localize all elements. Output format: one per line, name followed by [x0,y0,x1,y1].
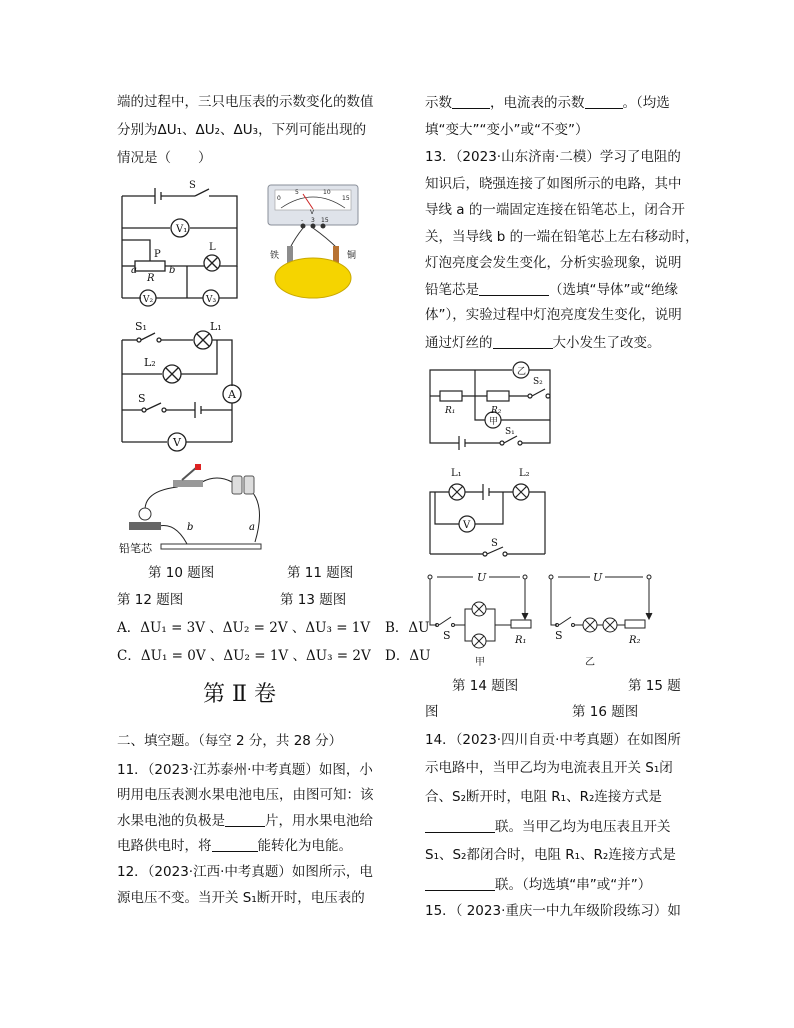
caption-fig12: 第 12 题图 [117,592,184,608]
fig15-l2-label: L₂ [519,468,530,479]
q13-line-2: 知识后，晓强连接了如图所示的电路，其中 [425,176,682,192]
q12-line-2: 源电压不变。当开关 S₁断开时，电压表的 [117,890,365,906]
figure-10-circuit [117,178,242,308]
svg-text:3: 3 [311,217,315,224]
fig10-s-label: S [189,180,196,191]
answer-blank[interactable] [493,336,553,349]
fig14-r2-label: R₂ [491,406,502,416]
figure-13-pencil-circuit [117,462,267,557]
caption-fig16: 第 16 题图 [572,704,639,720]
fig16-s-label-left: S [443,629,451,642]
svg-text:5: 5 [295,189,299,196]
q13-line-7: 体”），实验过程中灯泡亮度发生变化，说明 [425,307,682,323]
q10-line-3: 情况是（ ） [117,150,212,166]
fig10-l-label: L [209,242,216,253]
q14-line-5: S₁、S₂都闭合时，电阻 R₁、R₂连接方式是 [425,847,676,863]
q13-text-6b: （选填“导体”或“绝缘 [549,282,678,298]
fig11-copper-label: 铜 [347,251,357,261]
q13-line-3: 导线 a 的一端固定连接在铅笔芯上，闭合开 [425,202,685,218]
q13-line-1: 13．（2023·山东济南·二模）学习了电阻的 [425,149,681,165]
fig10-p-label: P [154,249,161,260]
answer-blank[interactable] [452,96,490,109]
q11-text-3a: 水果电池的负极是 [117,813,225,829]
fig16-u-label-left: U [477,571,487,584]
q11-text-3b: 片，用水果电池给 [265,813,373,829]
svg-text:V: V [310,209,315,216]
svg-text:15: 15 [321,217,329,224]
fig12-s-label: S [138,392,146,405]
fig16-u-label-right: U [593,571,603,584]
q12-line-1: 12．（2023·江西·中考真题）如图所示，电 [117,864,373,880]
q11-text-4b: 能转化为电能。 [257,838,352,854]
fig11-iron-label: 铁 [270,251,280,261]
q13-text-8b: 大小发生了改变。 [552,335,661,351]
fig12-l1-label: L₁ [210,320,222,333]
option-b: B．ΔU [385,620,430,636]
figure-12-circuit [117,318,242,448]
q11-line-3 [117,814,373,829]
q12-text-a: 示数 [425,95,452,111]
fig10-a-label: a [131,265,137,276]
figure-14-circuit [425,358,560,453]
q11-line-2: 明用电压表测水果电池电压，由图可知：该 [117,787,374,803]
q12-continued [425,96,670,111]
q13-text-6a: 铅笔芯是 [425,282,479,298]
answer-blank[interactable] [585,96,623,109]
fig12-a-label: A [228,388,236,401]
q14-line-1: 14．（2023·四川自贡·中考真题）在如图所 [425,732,681,748]
q13-line-5: 灯泡亮度会发生变化，分析实验现象，说明 [425,255,682,271]
fig14-s1-label: S₁ [505,427,515,437]
q10-line-2: 分别为ΔU₁、ΔU₂、ΔU₃，下列可能出现的 [117,122,367,138]
fig10-b-label: b [169,265,176,276]
fig16-yi-label: 乙 [585,657,595,668]
fig14-jia-label: 甲 [489,417,499,427]
fig10-r-label: R [147,273,155,284]
fig12-v-label: V [173,436,181,449]
figure-15-circuit [425,462,550,557]
q14-text-6b: 联。（均选填“串”或“并”） [495,877,652,893]
answer-blank[interactable] [212,839,258,852]
svg-text:-: - [301,217,304,224]
fig10-v2-label: V₂ [143,295,154,305]
q10-line-1: 端的过程中，三只电压表的示数变化的数值 [117,94,374,110]
q14-text-4b: 联。当甲乙均为电压表且开关 [495,819,671,835]
fig16-jia-label: 甲 [475,657,485,668]
caption-fig11: 第 11 题图 [287,565,354,581]
svg-text:10: 10 [323,189,331,196]
fig15-v-label: V [463,520,471,531]
answer-blank[interactable] [425,820,495,833]
fig14-s2-label: S₂ [533,377,543,387]
caption-fig15: 第 15 题 [628,678,681,694]
figure-16-circuits [425,567,657,672]
fig16-r2-label: R₂ [629,635,641,646]
option-a: A．ΔU₁ = 3V 、ΔU₂ = 2V 、ΔU₃ = 1V [117,620,371,636]
figure-11-fruit-battery [265,182,365,302]
svg-text:0: 0 [277,195,281,202]
svg-text:15: 15 [342,195,350,202]
section-title: 二、填空题。（每空 2 分，共 28 分） [117,733,343,749]
q14-line-3: 合、S₂断开时，电阻 R₁、R₂连接方式是 [425,789,662,805]
option-d: D．ΔU [385,648,431,664]
fig10-v1-label: V₁ [176,224,188,235]
q11-line-4 [117,839,352,854]
q12-text-b: ，电流表的示数 [490,95,585,111]
option-c: C．ΔU₁ = 0V 、ΔU₂ = 1V 、ΔU₃ = 2V [117,648,371,664]
fig13-a-label: a [249,522,255,533]
fig16-s-label-right: S [555,629,563,642]
q12-continued-2: 填“变大”“变小”或“不变”） [425,122,589,138]
fig13-pencil-label: 铅笔芯 [119,542,152,555]
fig15-s-label: S [491,538,498,549]
fig10-v3-label: V₃ [206,295,217,305]
q13-line-8 [425,336,661,351]
caption-fig10: 第 10 题图 [148,565,215,581]
volume-title: 第 Ⅱ 卷 [203,682,276,707]
q11-line-1: 11．（2023·江苏泰州·中考真题）如图，小 [117,762,373,778]
q13-text-8a: 通过灯丝的 [425,335,493,351]
caption-fig14: 第 14 题图 [452,678,519,694]
q11-text-4a: 电路供电时，将 [117,838,212,854]
answer-blank[interactable] [479,283,549,296]
q13-line-4: 关，当导线 b 的一端在铅笔芯上左右移动时， [425,229,699,245]
answer-blank[interactable] [225,814,265,827]
q14-line-6 [425,878,651,893]
fig13-b-label: b [187,522,194,533]
fig14-r1-label: R₁ [445,406,456,416]
fig16-r1-label: R₁ [515,635,527,646]
q15-line-1: 15．（ 2023·重庆一中九年级阶段练习）如 [425,903,681,919]
fig15-l1-label: L₁ [451,468,462,479]
q12-text-c: 。（均选 [622,95,670,111]
fig12-s1-label: S₁ [135,320,147,333]
q13-line-6 [425,283,678,298]
fig14-yi-label: 乙 [517,367,527,377]
q14-line-2: 示电路中，当甲乙均为电流表且开关 S₁闭 [425,760,673,776]
answer-blank[interactable] [425,878,495,891]
caption-fig15-cont: 图 [425,704,439,720]
caption-fig13: 第 13 题图 [280,592,347,608]
q14-line-4 [425,820,671,835]
fig12-l2-label: L₂ [144,356,156,369]
